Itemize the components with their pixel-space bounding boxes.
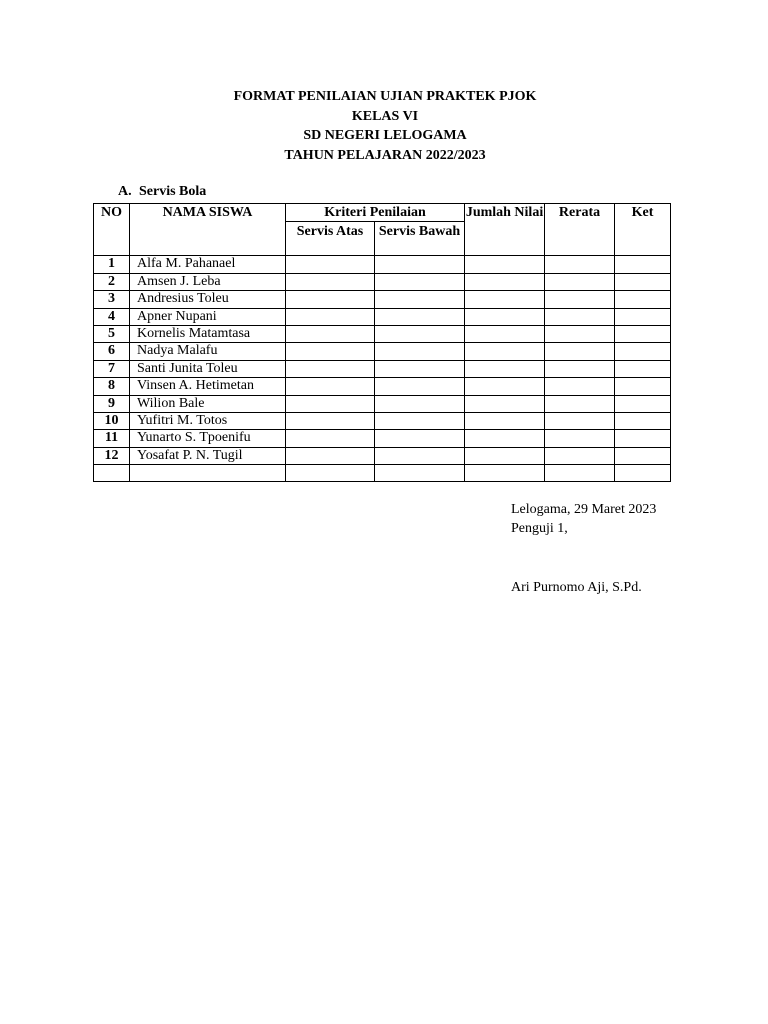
table-row [94,308,671,325]
title-line: FORMAT PENILAIAN UJIAN PRAKTEK PJOK [233,89,537,104]
cell-no: 11 [94,430,130,447]
header-servis-atas: Servis Atas [286,222,375,256]
cell-student-name: Nadya Malafu [130,343,286,360]
cell-jumlah-nilai [465,360,545,377]
cell-rerata [545,412,615,429]
cell-no: 2 [94,273,130,290]
cell-servis-atas [286,395,375,412]
cell-student-name: Kornelis Matamtasa [130,325,286,342]
cell-servis-bawah [375,291,465,308]
header-ket: Ket [615,204,671,256]
table-row [94,256,671,273]
signature-name: Ari Purnomo Aji, S.Pd. [511,580,642,595]
section-heading [118,183,206,201]
cell-servis-atas [286,343,375,360]
title-line: KELAS VI [351,108,419,124]
cell-rerata [545,325,615,342]
cell-ket [615,447,671,464]
table-row [94,343,671,360]
cell-no: 6 [94,343,130,360]
cell-student-name: Vinsen A. Hetimetan [130,378,286,395]
cell-rerata [545,430,615,447]
cell-ket [615,273,671,290]
header-servis-bawah: Servis Bawah [375,222,465,256]
table-row [94,395,671,412]
cell-ket [615,325,671,342]
cell-jumlah-nilai [465,447,545,464]
cell-student-name: Andresius Toleu [130,291,286,308]
cell-student-name: Amsen J. Leba [130,273,286,290]
cell-jumlah-nilai [465,378,545,395]
cell-ket [615,256,671,273]
header-name: NAMA SISWA [130,204,286,256]
table-row [94,378,671,395]
cell-student-name: Alfa M. Pahanael [130,256,286,273]
table-row [94,273,671,290]
cell-ket [615,343,671,360]
cell-ket [615,360,671,377]
cell-no: 5 [94,325,130,342]
cell-ket [615,430,671,447]
cell-jumlah-nilai [465,465,545,482]
cell-servis-bawah [375,430,465,447]
cell-no: 3 [94,291,130,308]
cell-servis-atas [286,256,375,273]
cell-ket [615,395,671,412]
title-line: SD NEGERI LELOGAMA [303,128,467,143]
cell-jumlah-nilai [465,412,545,429]
section-letter: A. [118,184,132,199]
cell-rerata [545,273,615,290]
header-criteria: Kriteri Penilaian [286,204,465,222]
cell-servis-atas [286,308,375,325]
cell-servis-atas [286,360,375,377]
header-jumlah-nilai: Jumlah Nilai [465,204,545,256]
cell-student-name: Yosafat P. N. Tugil [130,447,286,464]
header-no: NO [94,204,130,256]
cell-rerata [545,447,615,464]
document-title [0,87,768,165]
signature-place-date: Lelogama, 29 Maret 2023 [511,502,657,517]
cell-servis-bawah [375,465,465,482]
cell-servis-atas [286,465,375,482]
cell-no: 4 [94,308,130,325]
cell-student-name: Apner Nupani [130,308,286,325]
cell-student-name: Yunarto S. Tpoenifu [130,430,286,447]
cell-servis-atas [286,412,375,429]
cell-no: 10 [94,412,130,429]
cell-servis-bawah [375,273,465,290]
cell-jumlah-nilai [465,273,545,290]
cell-rerata [545,343,615,360]
cell-servis-bawah [375,412,465,429]
score-table [93,203,671,482]
title-line: TAHUN PELAJARAN 2022/2023 [284,147,486,163]
table-row [94,430,671,447]
cell-no: 1 [94,256,130,273]
cell-no: 12 [94,447,130,464]
table-row [94,412,671,429]
cell-jumlah-nilai [465,256,545,273]
cell-jumlah-nilai [465,395,545,412]
cell-servis-atas [286,273,375,290]
cell-jumlah-nilai [465,325,545,342]
cell-student-name [130,465,286,482]
cell-rerata [545,378,615,395]
cell-ket [615,412,671,429]
cell-student-name: Wilion Bale [130,395,286,412]
cell-servis-bawah [375,395,465,412]
cell-ket [615,378,671,395]
cell-student-name: Santi Junita Toleu [130,360,286,377]
cell-jumlah-nilai [465,291,545,308]
table-row [94,447,671,464]
cell-servis-bawah [375,343,465,360]
cell-servis-bawah [375,360,465,377]
cell-rerata [545,465,615,482]
cell-ket [615,291,671,308]
cell-servis-atas [286,378,375,395]
table-header-row [94,204,671,222]
table-row [94,291,671,308]
cell-ket [615,465,671,482]
cell-jumlah-nilai [465,308,545,325]
cell-servis-atas [286,325,375,342]
cell-rerata [545,395,615,412]
cell-servis-bawah [375,256,465,273]
table-row [94,325,671,342]
cell-servis-atas [286,430,375,447]
cell-no: 7 [94,360,130,377]
section-title: Servis Bola [139,184,207,199]
cell-rerata [545,360,615,377]
cell-student-name: Yufitri M. Totos [130,412,286,429]
cell-jumlah-nilai [465,343,545,360]
signature-role: Penguji 1, [511,521,568,536]
cell-servis-bawah [375,325,465,342]
cell-no: 9 [94,395,130,412]
header-rerata: Rerata [545,204,615,256]
signature-block [511,500,656,538]
cell-servis-bawah [375,308,465,325]
cell-servis-atas [286,447,375,464]
cell-no [94,465,130,482]
table-body [94,256,671,482]
cell-ket [615,308,671,325]
table-row [94,465,671,482]
cell-rerata [545,291,615,308]
cell-jumlah-nilai [465,430,545,447]
table-row [94,360,671,377]
cell-servis-atas [286,291,375,308]
cell-servis-bawah [375,447,465,464]
cell-rerata [545,256,615,273]
cell-rerata [545,308,615,325]
cell-servis-bawah [375,378,465,395]
cell-no: 8 [94,378,130,395]
